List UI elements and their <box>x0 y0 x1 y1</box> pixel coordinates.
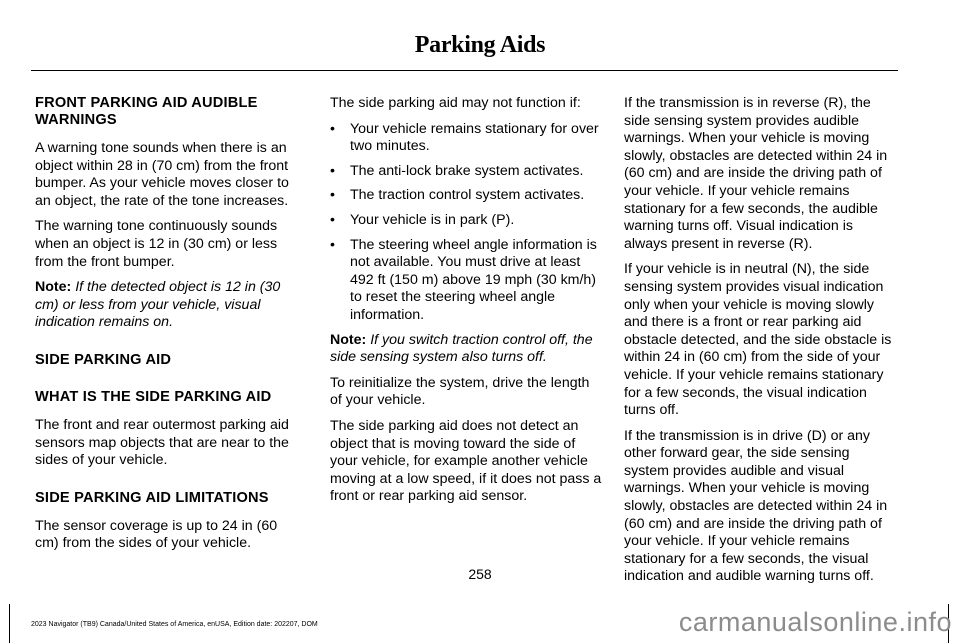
paragraph-sensor-coverage: The sensor coverage is up to 24 in (60 cm) from the sides of your vehicle. <box>35 517 278 552</box>
paragraph-warning-tone-12in: The warning tone continuously sounds when an object is 12 in (30 cm) or less from the front bumper. <box>35 218 278 270</box>
paragraph-drive: If the transmission is in drive (D) or any other forward gear, the side sensing system provides audible and visual warnings. When your vehicle is moving slowly, obstacles are detected within 24 in (60 cm) and are inside the driving path of your vehicle. If your vehicle remains stationary for a few seconds, the visual indication and audible warning turns off. <box>624 427 888 585</box>
crop-mark-left <box>9 604 10 643</box>
edition-footer: 2023 Navigator (TB9) Canada/United States of America, enUSA, Edition date: 202207, DOM <box>31 621 318 628</box>
list-item-text: Your vehicle is in park (P). <box>350 211 515 228</box>
page-title: Parking Aids <box>414 32 546 58</box>
paragraph-does-not-detect: The side parking aid does not detect an object that is moving toward the side of your vehicle, for example another vehicle moving at a low speed, if it does not pass a front or rear parking aid sensor. <box>330 417 602 505</box>
paragraph-neutral: If your vehicle is in neutral (N), the side sensing system provides visual indication only when your vehicle is moving slowly and there is a front or rear parking aid obstacle detected, and the side obstacle is within 24 in (60 cm) from the side of your vehicle. If your vehicle remains stationary for a few seconds, the visual indication turns off. <box>624 261 892 419</box>
list-item-text: The anti-lock brake system activates. <box>350 162 584 179</box>
list-item <box>330 121 602 156</box>
list-item-text: The steering wheel angle information is not available. You must drive at least 492 ft (150 m) above 19 mph (30 km/h) to reset the steering wheel angle information. <box>350 236 597 323</box>
heading-front-parking-aid-audible-warnings: FRONT PARKING AID AUDIBLE WARNINGS <box>35 95 258 128</box>
heading-side-parking-aid: SIDE PARKING AID <box>35 351 172 368</box>
note-text: If the detected object is 12 in (30 cm) or less from your vehicle, visual indication remains on. <box>35 279 281 331</box>
bullet-icon: • <box>330 187 335 204</box>
column-left <box>35 95 303 561</box>
column-right <box>624 95 898 594</box>
list-item-text: The traction control system activates. <box>350 187 585 204</box>
bullet-icon: • <box>330 211 335 228</box>
page-number: 258 <box>468 566 492 582</box>
list-item <box>330 187 602 205</box>
note-visual-indication <box>35 279 303 332</box>
heading-what-is-side-parking-aid: WHAT IS THE SIDE PARKING AID <box>35 388 272 405</box>
note-text: If you switch traction control off, the side sensing system also turns off. <box>330 331 593 366</box>
note-label: Note: <box>330 331 367 348</box>
bullet-icon: • <box>330 120 335 137</box>
paragraph-warning-tone-28in: A warning tone sounds when there is an object within 28 in (70 cm) from the front bumper. As your vehicle moves closer to an object, the rate of the tone increases. <box>35 140 289 209</box>
note-label: Note: <box>35 279 72 296</box>
bullet-icon: • <box>330 162 335 179</box>
limitations-list <box>330 121 602 325</box>
heading-side-parking-aid-limitations: SIDE PARKING AID LIMITATIONS <box>35 489 269 506</box>
paragraph-may-not-function: The side parking aid may not function if: <box>330 95 581 111</box>
list-item <box>330 237 602 325</box>
list-item <box>330 212 602 230</box>
bullet-icon: • <box>330 236 335 253</box>
list-item-text: Your vehicle remains stationary for over two minutes. <box>350 120 599 155</box>
note-traction-control <box>330 332 602 367</box>
paragraph-reinitialize: To reinitialize the system, drive the length of your vehicle. <box>330 374 590 409</box>
column-middle <box>330 95 602 514</box>
list-item <box>330 163 602 181</box>
header-divider <box>31 70 898 71</box>
paragraph-outermost-sensors: The front and rear outermost parking aid sensors map objects that are near to the sides of your vehicle. <box>35 416 289 469</box>
watermark-logo: carmanualsonline.info <box>678 607 952 637</box>
paragraph-reverse: If the transmission is in reverse (R), the side sensing system provides audible warnings. When your vehicle is moving slowly, obstacles are detected within 24 in (60 cm) and are inside the driving path of your vehicle. If your vehicle remains stationary for a few seconds, the audible warning turns off. Visual indication is always present in reverse (R). <box>624 95 888 252</box>
